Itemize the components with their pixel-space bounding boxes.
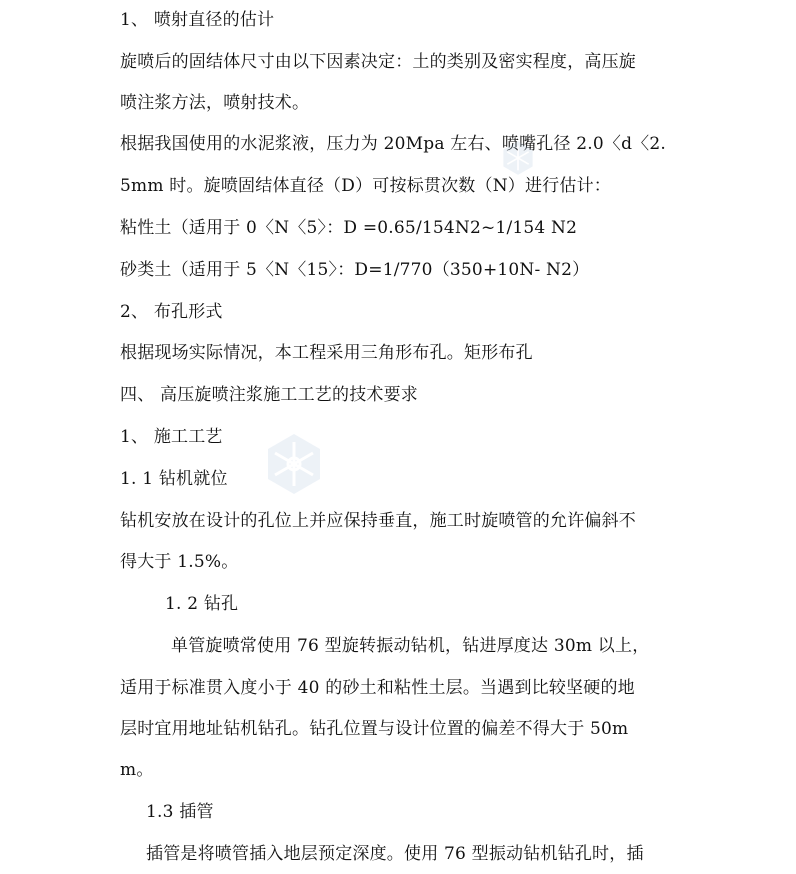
paragraph-line: 喷注浆方法，喷射技术。 [120,93,310,113]
paragraph-line: 5mm 时。旋喷固结体直径（D）可按标贯次数（N）进行估计： [120,176,611,196]
snowflake-icon [500,140,536,176]
paragraph-line: 根据现场实际情况，本工程采用三角形布孔。矩形布孔 [120,343,533,363]
paragraph-line: m。 [120,760,154,780]
section-heading: 1、 施工工艺 [120,427,223,447]
subsection-heading: 1. 1 钻机就位 [120,469,228,489]
paragraph-line: 适用于标准贯入度小于 40 的砂土和粘性土层。当遇到比较坚硬的地 [120,678,635,698]
paragraph-line: 得大于 1.5%。 [120,552,239,572]
snowflake-icon [262,432,326,496]
section-heading: 2、 布孔形式 [120,302,223,322]
paragraph-line: 层时宜用地址钻机钻孔。钻孔位置与设计位置的偏差不得大于 50m [120,719,629,739]
paragraph-line: 旋喷后的固结体尺寸由以下因素决定：土的类别及密实程度，高压旋 [120,52,636,72]
chapter-heading: 四、 高压旋喷注浆施工工艺的技术要求 [120,385,419,405]
formula-line: 粘性土（适用于 0〈N〈5〉：D =0.65/154N2~1/154 N2 [120,218,578,238]
formula-line: 砂类土（适用于 5〈N〈15〉：D=1/770（350+10N- N2） [120,260,590,280]
paragraph-line: 根据我国使用的水泥浆液，压力为 20Mpa 左右、喷嘴孔径 2.0〈d〈2. [120,134,667,154]
subsection-heading: 1.3 插管 [146,802,214,822]
section-heading: 1、 喷射直径的估计 [120,10,275,30]
paragraph-line: 插管是将喷管插入地层预定深度。使用 76 型振动钻机钻孔时，插 [146,844,644,864]
subsection-heading: 1. 2 钻孔 [165,594,239,614]
paragraph-line: 钻机安放在设计的孔位上并应保持垂直，施工时旋喷管的允许偏斜不 [120,511,636,531]
paragraph-line: 单管旋喷常使用 76 型旋转振动钻机，钻进厚度达 30m 以上， [171,636,650,656]
